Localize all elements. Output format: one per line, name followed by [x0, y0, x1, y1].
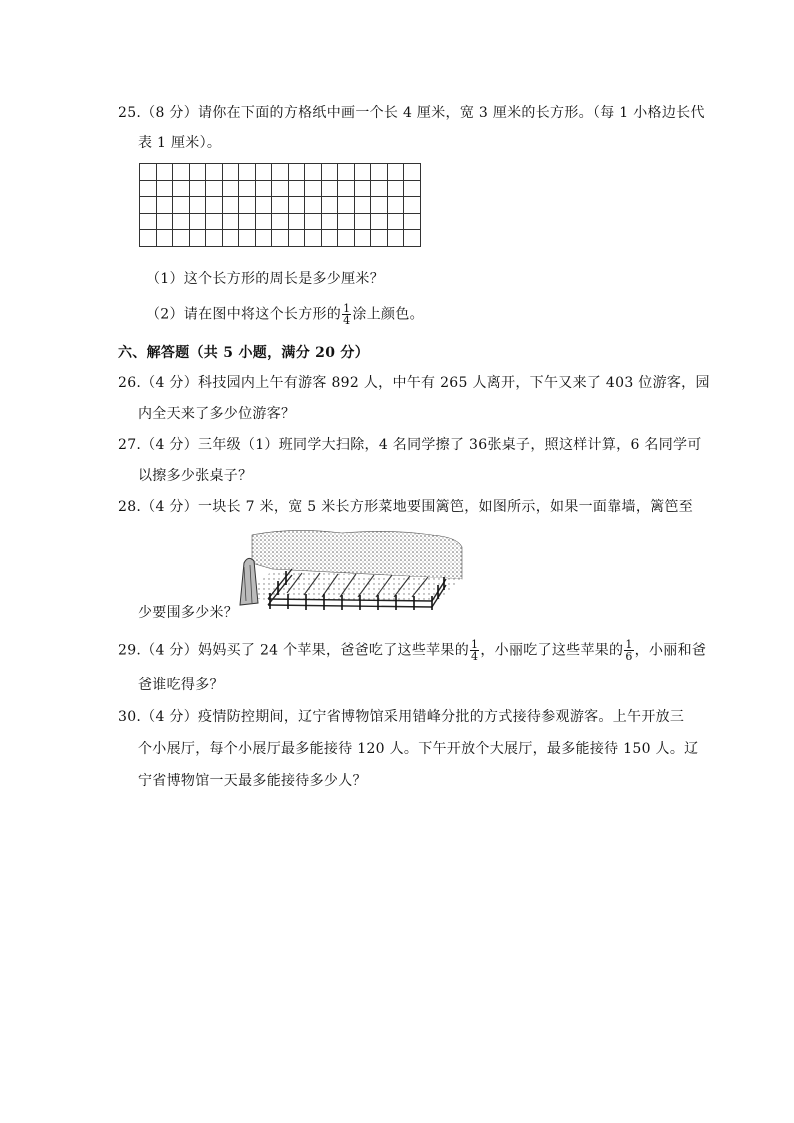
grid-cell[interactable]: [321, 197, 338, 214]
grid-cell[interactable]: [404, 230, 421, 247]
q25-line1: 25.（8 分）请你在下面的方格纸中画一个长 4 厘米，宽 3 厘米的长方形。（每 1 小格边长代: [118, 105, 705, 121]
grid-row: [140, 213, 421, 230]
grid-cell[interactable]: [354, 213, 371, 230]
grid-cell[interactable]: [338, 164, 355, 181]
grid-cell[interactable]: [173, 197, 190, 214]
grid-cell[interactable]: [222, 197, 239, 214]
fraction-denominator: 4: [471, 650, 479, 663]
q27-line2: 以擦多少张桌子？: [138, 468, 253, 484]
q25-line2: 表 1 厘米）。: [138, 135, 222, 151]
q25-sub1: （1）这个长方形的周长是多少厘米？: [146, 271, 385, 287]
grid-cell[interactable]: [222, 213, 239, 230]
grid-cell[interactable]: [239, 213, 256, 230]
grid-cell[interactable]: [387, 180, 404, 197]
grid-cell[interactable]: [321, 164, 338, 181]
q25-sub2-before: （2）请在图中将这个长方形的: [146, 306, 342, 323]
grid-cell[interactable]: [371, 213, 388, 230]
grid-cell[interactable]: [140, 180, 157, 197]
fraction-one-sixth: [624, 639, 633, 662]
grid-cell[interactable]: [173, 180, 190, 197]
garden-fence-illustration: [232, 527, 464, 611]
grid-cell[interactable]: [305, 197, 322, 214]
grid-cell[interactable]: [272, 213, 289, 230]
grid-cell[interactable]: [354, 197, 371, 214]
grid-cell[interactable]: [173, 230, 190, 247]
section-heading: 六、解答题（共 5 小题，满分 20 分）: [118, 345, 370, 361]
fraction-one-quarter: [342, 303, 351, 326]
q29-part-b: ，小丽吃了这些苹果的: [480, 642, 624, 659]
grid-cell[interactable]: [140, 230, 157, 247]
q30-line1: 30.（4 分）疫情防控期间，辽宁省博物馆采用错峰分批的方式接待参观游客。上午开放三: [118, 709, 685, 725]
fraction-numerator: 1: [625, 638, 633, 651]
grid-cell[interactable]: [288, 213, 305, 230]
grid-cell[interactable]: [321, 230, 338, 247]
q27-line1: 27.（4 分）三年级（1）班同学大扫除，4 名同学擦了 36张桌子，照这样计算，6 名同学可: [118, 437, 702, 453]
grid-cell[interactable]: [387, 213, 404, 230]
grid-row: [140, 197, 421, 214]
grid-cell[interactable]: [156, 197, 173, 214]
grid-cell[interactable]: [156, 213, 173, 230]
grid-cell[interactable]: [239, 197, 256, 214]
grid-cell[interactable]: [338, 230, 355, 247]
fraction-one-quarter: [470, 639, 479, 662]
grid-cell[interactable]: [387, 164, 404, 181]
q28-line1: 28.（4 分）一块长 7 米，宽 5 米长方形菜地要围篱笆，如图所示，如果一面靠墙，篱笆至: [118, 499, 694, 515]
grid-cell[interactable]: [321, 180, 338, 197]
q29-part-a: 29.（4 分）妈妈买了 24 个苹果，爸爸吃了这些苹果的: [118, 642, 470, 659]
grid-cell[interactable]: [404, 164, 421, 181]
grid-cell[interactable]: [156, 164, 173, 181]
grid-cell[interactable]: [338, 180, 355, 197]
grid-cell[interactable]: [206, 180, 223, 197]
grid-cell[interactable]: [272, 197, 289, 214]
q30-line3: 宁省博物馆一天最多能接待多少人？: [138, 773, 367, 789]
grid-cell[interactable]: [206, 213, 223, 230]
q29-part-c: ，小丽和爸: [634, 642, 707, 659]
grid-cell[interactable]: [156, 230, 173, 247]
grid-cell[interactable]: [189, 230, 206, 247]
grid-cell[interactable]: [206, 230, 223, 247]
grid-cell[interactable]: [239, 180, 256, 197]
grid-cell[interactable]: [288, 180, 305, 197]
grid-cell[interactable]: [189, 164, 206, 181]
grid-cell[interactable]: [255, 230, 272, 247]
q29-line1: [118, 639, 706, 662]
grid-cell[interactable]: [189, 213, 206, 230]
grid-cell[interactable]: [255, 180, 272, 197]
grid-paper: [139, 163, 421, 247]
grid-cell[interactable]: [140, 164, 157, 181]
grid-cell[interactable]: [371, 197, 388, 214]
grid-cell[interactable]: [387, 230, 404, 247]
grid-cell[interactable]: [354, 164, 371, 181]
grid-cell[interactable]: [255, 164, 272, 181]
grid-cell[interactable]: [206, 164, 223, 181]
q25-sub2: [146, 303, 424, 326]
q26-line2: 内全天来了多少位游客？: [138, 406, 296, 422]
grid-cell[interactable]: [156, 180, 173, 197]
fraction-denominator: 6: [625, 650, 633, 663]
grid-cell[interactable]: [206, 197, 223, 214]
grid-cell[interactable]: [189, 197, 206, 214]
q29-line2: 爸谁吃得多？: [138, 677, 224, 693]
grid-cell[interactable]: [288, 164, 305, 181]
grid-cell[interactable]: [288, 197, 305, 214]
grid-cell[interactable]: [272, 180, 289, 197]
grid-cell[interactable]: [222, 180, 239, 197]
grid-cell[interactable]: [239, 164, 256, 181]
fraction-numerator: 1: [471, 638, 479, 651]
q25-sub2-after: 涂上颜色。: [352, 306, 424, 323]
grid-cell[interactable]: [305, 230, 322, 247]
q30-line2: 个小展厅，每个小展厅最多能接待 120 人。下午开放个大展厅，最多能接待 150 人。辽: [138, 741, 699, 757]
grid-cell[interactable]: [140, 197, 157, 214]
grid-cell[interactable]: [321, 213, 338, 230]
grid-cell[interactable]: [173, 164, 190, 181]
grid-row: [140, 180, 421, 197]
grid-cell[interactable]: [338, 213, 355, 230]
grid-cell[interactable]: [173, 213, 190, 230]
grid-cell[interactable]: [338, 197, 355, 214]
grid-cell[interactable]: [371, 230, 388, 247]
grid-cell[interactable]: [404, 180, 421, 197]
grid-cell[interactable]: [387, 197, 404, 214]
q26-line1: 26.（4 分）科技园内上午有游客 892 人，中午有 265 人离开，下午又来了 403 位游客，园: [118, 375, 710, 391]
grid-cell[interactable]: [354, 180, 371, 197]
grid-cell[interactable]: [272, 230, 289, 247]
grid-cell[interactable]: [404, 197, 421, 214]
grid-cell[interactable]: [222, 230, 239, 247]
grid-cell[interactable]: [222, 164, 239, 181]
grid-cell[interactable]: [288, 230, 305, 247]
grid-cell[interactable]: [255, 213, 272, 230]
grid-cell[interactable]: [371, 180, 388, 197]
grid-row: [140, 230, 421, 247]
grid-cell[interactable]: [305, 213, 322, 230]
grid-cell[interactable]: [354, 230, 371, 247]
grid-row: [140, 164, 421, 181]
fraction-denominator: 4: [343, 314, 351, 327]
grid-cell[interactable]: [255, 197, 272, 214]
q28-line2: 少要围多少米？: [138, 605, 239, 621]
grid-cell[interactable]: [305, 164, 322, 181]
grid-cell[interactable]: [404, 213, 421, 230]
grid-cell[interactable]: [272, 164, 289, 181]
grid-cell[interactable]: [239, 230, 256, 247]
grid-cell[interactable]: [140, 213, 157, 230]
fraction-numerator: 1: [343, 302, 351, 315]
grid-cell[interactable]: [371, 164, 388, 181]
grid-cell[interactable]: [189, 180, 206, 197]
grid-cell[interactable]: [305, 180, 322, 197]
